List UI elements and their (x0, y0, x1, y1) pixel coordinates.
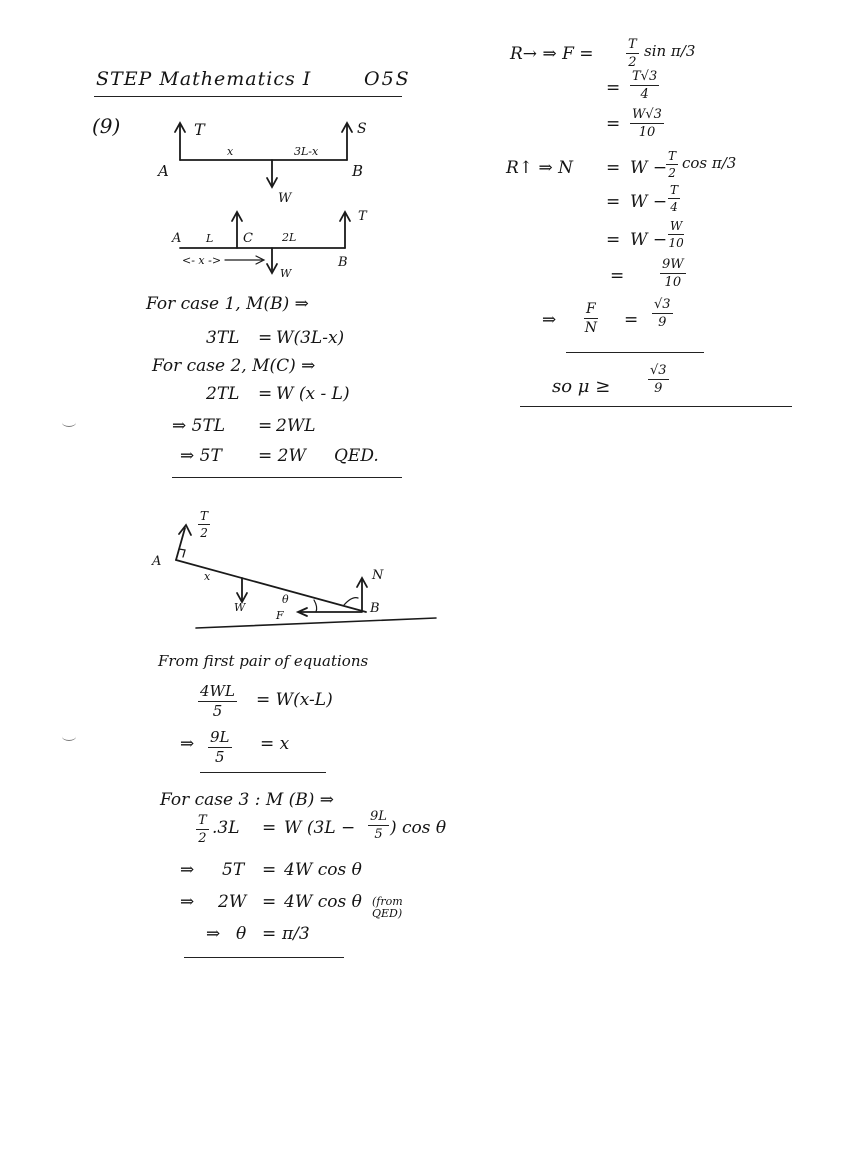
d1-label-A: A (158, 162, 169, 180)
r-v4-eq: = (610, 266, 625, 286)
case3-eq2-lhs: 5T (222, 860, 245, 880)
d1-label-T: T (194, 120, 205, 139)
right-divider-2 (520, 406, 792, 407)
d2-label-2L: 2L (282, 231, 297, 244)
r-vert-label: R↑ ⇒ N (506, 158, 573, 178)
page-title: STEP Mathematics I (96, 68, 312, 90)
case3-eq3-rhs: 4W cos θ (284, 892, 362, 912)
d3-label-W: W (234, 601, 246, 614)
case2-eq-1: = (258, 384, 273, 404)
case3-eq3-note: (from QED) (372, 895, 403, 921)
r-v2-frac: $\frac{T}{4}$ (670, 183, 679, 214)
pair-eq1-rhs: = W(x-L) (256, 690, 333, 710)
d3-label-x: x (204, 570, 211, 583)
d2-label-L: L (206, 232, 214, 245)
case2-rhs-3: = 2W (258, 446, 306, 466)
case1-rhs: W(3L-x) (276, 328, 345, 348)
r-h3-eq: = (606, 114, 621, 134)
r-vert-eq: = (606, 158, 621, 178)
pair-eq1-lhs: $\frac{4WL}{5}$ (200, 682, 235, 720)
d2-label-W: W (280, 267, 292, 280)
r-v4-frac: $\frac{9W}{10}$ (662, 257, 684, 290)
case3-eq2-eq: = (262, 860, 277, 880)
question-number: (9) (92, 114, 121, 138)
d2-label-T: T (358, 209, 367, 224)
ratio-eq: = (624, 310, 639, 330)
case3-lhs-rest: .3L (212, 818, 240, 838)
case2-rhs-2: 2WL (276, 416, 316, 436)
section-divider-3 (184, 957, 344, 958)
d2-label-x: <- x -> (182, 254, 222, 267)
d3-label-N: N (372, 568, 384, 583)
case3-lhs-frac: $\frac{T}{2}$ (198, 813, 207, 846)
r-horiz-label: R→ ⇒ F = (510, 44, 594, 64)
r-h2-frac: $\frac{T√3}{4}$ (632, 69, 658, 102)
case3-rhs-b: ) cos θ (390, 818, 447, 838)
case1-lhs: 3TL (206, 328, 240, 348)
case3-eq3-arrow: ⇒ (180, 892, 195, 912)
case1-intro: For case 1, M(B) ⇒ (146, 294, 309, 314)
case3-rhs-a: W (3L − (284, 818, 356, 838)
r-v3-eq: = (606, 230, 621, 250)
case2-intro: For case 2, M(C) ⇒ (152, 356, 316, 376)
case3-eq4-rhs: π/3 (282, 924, 310, 944)
case2-lhs-2: ⇒ 5TL (172, 416, 226, 436)
case3-rhs-frac: $\frac{9L}{5}$ (370, 809, 387, 842)
case3-eq4-lhs: θ (236, 924, 247, 944)
d3-label-theta: θ (282, 593, 289, 606)
case2-lhs-1: 2TL (206, 384, 240, 404)
case2-eq-2: = (258, 416, 273, 436)
paper-code: O5S (364, 68, 411, 90)
d1-label-S: S (357, 121, 367, 137)
pair-eq2-rhs: = x (260, 734, 290, 754)
case3-eq2-arrow: ⇒ (180, 860, 195, 880)
r-vert-a: W − (630, 158, 668, 178)
r-vert-rest: cos π/3 (682, 154, 737, 172)
ratio-arrow: ⇒ (542, 310, 557, 330)
d2-label-A: A (172, 231, 182, 246)
r-vert-frac: $\frac{T}{2}$ (668, 149, 677, 180)
r-h3-frac: $\frac{W√3}{10}$ (632, 107, 662, 140)
section-divider-2 (200, 772, 326, 773)
diagram-3-incline (176, 525, 436, 628)
ratio-rhs: $\frac{√3}{9}$ (654, 297, 671, 330)
conclusion-frac: $\frac{√3}{9}$ (650, 363, 667, 396)
d2-label-B: B (338, 255, 348, 270)
d2-label-C: C (243, 231, 253, 246)
r-v3-frac: $\frac{W}{10}$ (668, 219, 684, 250)
d1-label-x: x (227, 145, 234, 158)
d3-label-T-over-2: $\frac{T}{2}$ (200, 509, 209, 540)
r-v3-a: W − (630, 230, 668, 250)
right-divider-1 (566, 352, 704, 353)
qed-label: QED. (334, 446, 379, 466)
case2-lhs-3: ⇒ 5T (180, 446, 222, 466)
case2-rhs-1: W (x - L) (276, 384, 350, 404)
case3-eq2-rhs: 4W cos θ (284, 860, 362, 880)
case3-eq1-eq: = (262, 818, 277, 838)
case3-intro: For case 3 : M (B) ⇒ (160, 790, 335, 810)
pair-eq2-lhs: $\frac{9L}{5}$ (210, 728, 230, 766)
r-v2-eq: = (606, 192, 621, 212)
d1-label-W: W (278, 191, 292, 206)
r-horiz-rest: sin π/3 (644, 42, 696, 60)
case3-eq3-eq: = (262, 892, 277, 912)
r-h2-eq: = (606, 78, 621, 98)
d3-label-F: F (276, 609, 284, 622)
ratio-lhs: $\frac{F}{N}$ (584, 301, 597, 336)
case1-eq: = (258, 328, 273, 348)
case3-eq4-eq: = (262, 924, 277, 944)
case3-eq4-arrow: ⇒ (206, 924, 221, 944)
pair-intro: From first pair of equations (158, 652, 369, 670)
conclusion-text: so μ ≥ (552, 376, 611, 397)
section-divider-1 (172, 477, 402, 478)
d3-label-B: B (370, 601, 380, 616)
r-v2-a: W − (630, 192, 668, 212)
case3-eq3-lhs: 2W (218, 892, 247, 912)
r-horiz-frac: $\frac{T}{2}$ (628, 37, 637, 70)
d1-label-B: B (352, 162, 364, 180)
d3-label-A: A (152, 554, 162, 569)
d1-label-rest: 3L-x (294, 145, 319, 158)
pair-eq2-arrow: ⇒ (180, 734, 195, 754)
